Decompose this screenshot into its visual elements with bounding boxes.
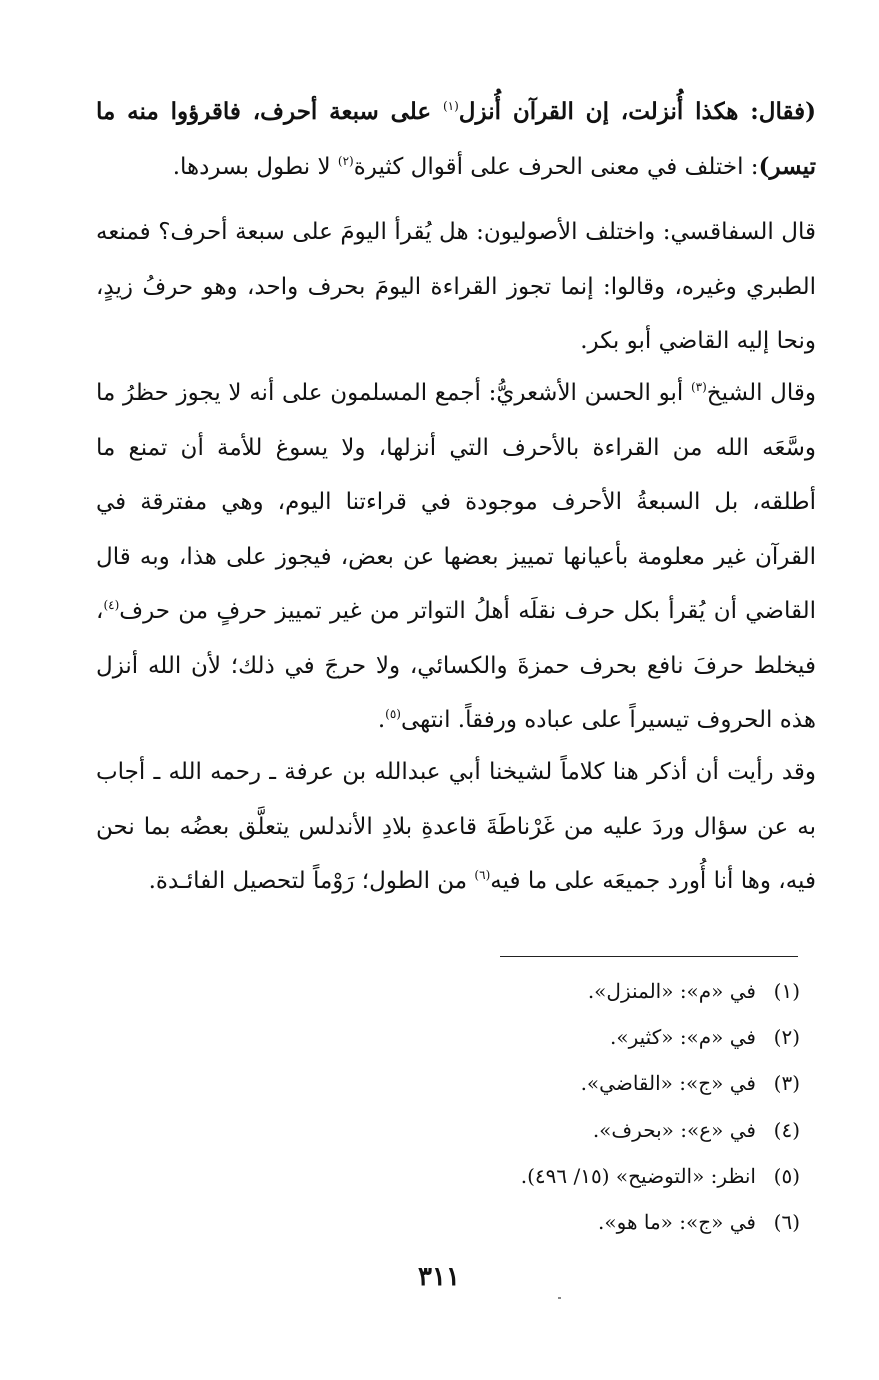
footnote-ref-2[interactable]: (٢): [337, 153, 354, 168]
footnote-ref-5[interactable]: (٥): [385, 707, 401, 721]
paragraph-hadith: [96, 85, 816, 194]
footnote-ref-1[interactable]: (١): [442, 99, 459, 113]
paragraph-ibn-arafa-text-1: وقد رأيت أن أذكر هنا كلاماً لشيخنا أبي عبدالله بن عرفة ـ رحمه الله ـ أجاب به عن سؤال وردَ عليه من غَرْناطَةَ قاعدةِ بلادِ الأندلس يتعلَّق بعضُه بما نحن فيه، وها أنا أُورد جميعَه على ما فيه: [96, 759, 816, 894]
footnote-text: في «ج»: «ما هو».: [598, 1209, 756, 1234]
commentary-text: : اختلف في معنى الحرف على أقوال كثيرة: [353, 153, 759, 180]
footnote-ref-3[interactable]: (٣): [690, 380, 707, 394]
footnote-number: (٣): [773, 1071, 800, 1096]
footnote-item: [96, 1199, 800, 1245]
hadith-quote-end: على سبعة أحرف، فاقرؤوا منه ما تيسر): [96, 98, 816, 180]
paragraph-ashari-text-2: أبو الحسن الأشعريُّ: أجمع المسلمون على أنه لا يجوز حظرُ ما وسَّعَه الله من القراءة بالأحرف التي أنزلها، ولا يسوغ للأمة أن تمنع ما أطلقه، بل السبعةُ الأحرف موجودة في قراءتنا اليوم، وهي مفترقة في القرآن غير معلومة بأعيانها تمييز بعضها عن بعض، فيجوز على هذا، وبه قال القاضي أن يُقرأ بكل حرف نقلَه أهلُ التواتر من غير تمييز حرفٍ من حرف: [96, 380, 816, 624]
footnote-item: [96, 1014, 800, 1060]
footnote-separator: [500, 956, 798, 957]
paragraph-ashari-text-1: وقال الشيخ: [706, 380, 816, 406]
footnote-item: [96, 1060, 800, 1106]
footnote-ref-6[interactable]: (٦): [474, 868, 491, 882]
paragraph-ibn-arafa-text-2: من الطول؛ رَوْماً لتحصيل الفائـدة.: [148, 868, 475, 894]
paragraph-ashari-text-3: ، فيخلط حرفَ نافع بحرف حمزةَ والكسائي، ولا حرجَ في ذلك؛ لأن الله أنزل هذه الحروف تيسيراً على عباده ورفقاً. انتهى: [96, 598, 816, 733]
print-speck: [558, 1297, 561, 1299]
footnote-number: (٤): [773, 1117, 800, 1142]
footnote-ref-4[interactable]: (٤): [103, 598, 120, 612]
footnote-text: في «ع»: «بحرف».: [592, 1117, 756, 1142]
footnote-item: [96, 1107, 800, 1153]
footnote-text: انظر: «التوضيح» (١٥/ ٤٩٦).: [520, 1163, 756, 1188]
footnote-number: (٢): [773, 1025, 800, 1050]
footnote-number: (٦): [773, 1209, 800, 1234]
paragraph-safaqsi-text: قال السفاقسي: واختلف الأصوليون: هل يُقرأ اليومَ على سبعة أحرف؟ فمنعه الطبري وغيره، وقالوا: إنما تجوز القراءة اليومَ بحرف واحد، وهو حرفُ زيدٍ، ونحا إليه القاضي أبو بكر.: [96, 219, 816, 354]
paragraph-ibn-arafa: [96, 745, 816, 909]
hadith-quote-start: (فقال: هكذا أُنزلت، إن القرآن أُنزل: [458, 98, 816, 125]
commentary-tail: لا نطول بسردها.: [172, 153, 338, 180]
footnote-item: [96, 968, 800, 1014]
paragraph-ashari-text-4: .: [377, 707, 386, 733]
footnote-item: [96, 1153, 800, 1199]
paragraph-safaqsi: [96, 205, 816, 369]
footnote-list: [96, 968, 800, 1245]
footnote-text: في «ج»: «القاضي».: [580, 1071, 756, 1096]
page-number: ٣١١: [418, 1262, 460, 1292]
footnote-number: (١): [773, 979, 800, 1003]
footnote-text: في «م»: «كثير».: [610, 1025, 756, 1050]
footnote-text: في «م»: «المنزل».: [587, 979, 756, 1003]
paragraph-ashari: [96, 366, 816, 748]
footnote-number: (٥): [773, 1163, 800, 1188]
